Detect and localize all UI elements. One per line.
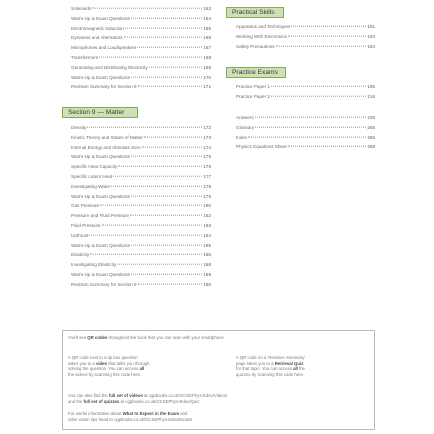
- toc-entry-title: Density: [71, 125, 87, 130]
- toc-entry-page: 216: [367, 93, 375, 99]
- toc-entry-title: Elasticity: [71, 252, 90, 258]
- toc-entry: [236, 22, 375, 32]
- toc-entry: [71, 24, 211, 34]
- toc-dot-leader: [124, 36, 203, 38]
- toc-dot-leader: [271, 85, 366, 87]
- toc-dot-leader: [131, 75, 203, 77]
- toc-entry-page: 266: [367, 134, 375, 140]
- toc-dot-leader: [99, 56, 202, 58]
- toc-entry: [71, 33, 211, 43]
- toc-entry: [71, 14, 211, 24]
- toc-entry: [71, 221, 211, 231]
- toc-entry: [236, 133, 375, 143]
- toc-entry-page: 170: [203, 74, 211, 80]
- section-9-heading: Section 9 — Matter: [62, 107, 138, 118]
- toc-entry: [71, 123, 211, 133]
- exam-tips-text: For useful information about What to Expect in the Exam and other exam tips head to cgpbooks.co.uk/GCSEPhys-Edex/Exams: [68, 411, 193, 422]
- toc-entry-title: Dynamos and Alternators: [71, 35, 123, 41]
- toc-entry-title: Answers: [236, 115, 254, 120]
- toc-dot-leader: [118, 165, 202, 167]
- toc-entry-page: 193: [367, 33, 375, 39]
- toc-entry-page: 180: [203, 203, 211, 209]
- toc-entry: [71, 201, 211, 211]
- toc-dot-leader: [137, 46, 202, 48]
- toc-entry-page: 179: [203, 193, 211, 199]
- toc-dot-leader: [125, 26, 202, 28]
- toc-entry: [236, 92, 375, 102]
- toc-back-matter-list: [236, 113, 375, 152]
- toc-entry-page: 164: [203, 15, 211, 21]
- toc-entry: [71, 172, 211, 182]
- toc-entry: [236, 82, 375, 92]
- toc-dot-leader: [117, 263, 202, 265]
- toc-dot-leader: [131, 194, 203, 196]
- toc-entry-title: Gas Pressure: [71, 203, 100, 209]
- toc-entry: [71, 82, 211, 92]
- toc-entry: [71, 162, 211, 172]
- toc-entry-title: Generating and Distributing Electricity: [71, 64, 148, 70]
- toc-dot-leader: [92, 7, 202, 9]
- toc-dot-leader: [131, 16, 203, 18]
- qr-info-box: [62, 330, 375, 430]
- toc-dot-leader: [131, 155, 203, 157]
- toc-entry: [71, 4, 211, 14]
- toc-entry-page: 195: [367, 84, 375, 89]
- toc-entry-title: Practice Paper 1: [236, 84, 270, 89]
- toc-entry-page: 166: [203, 35, 211, 41]
- toc-dot-leader: [276, 44, 367, 46]
- toc-entry-page: 178: [203, 183, 211, 189]
- toc-entry-title: Internal Energy and Absolute Zero: [71, 144, 141, 150]
- toc-entry-title: Index: [236, 134, 248, 140]
- toc-entry-title: Revision Summary for Section 8: [71, 84, 137, 90]
- toc-entry: [71, 73, 211, 83]
- toc-entry-page: 255: [367, 124, 375, 130]
- toc-dot-leader: [248, 135, 366, 137]
- toc-entry-page: 174: [203, 144, 211, 150]
- toc-entry-title: Revision Summary for Section 9: [71, 281, 137, 287]
- toc-entry: [71, 133, 211, 143]
- toc-practice-exams-list: [236, 82, 375, 102]
- toc-entry-page: 177: [203, 173, 211, 179]
- toc-entry-title: Microphones and Loudspeakers: [71, 45, 137, 51]
- toc-entry-title: Warm-Up & Exam Questions: [71, 74, 130, 80]
- toc-dot-leader: [255, 116, 367, 118]
- toc-entry-title: Warm-Up & Exam Questions: [71, 15, 130, 21]
- toc-entry-page: 171: [203, 84, 211, 90]
- toc-entry-page: 167: [203, 45, 211, 51]
- toc-entry-page: 184: [203, 232, 211, 238]
- toc-dot-leader: [288, 145, 367, 147]
- practical-skills-heading: Practical Skills: [226, 7, 284, 18]
- toc-entry-page: 165: [203, 25, 211, 31]
- toc-dot-leader: [149, 65, 202, 67]
- toc-entry: [71, 53, 211, 63]
- toc-dot-leader: [271, 94, 366, 96]
- toc-entry: [236, 123, 375, 133]
- toc-entry-title: Investigating Elasticity: [71, 262, 117, 268]
- toc-entry: [71, 270, 211, 280]
- toc-entry-title: Apparatus and Techniques: [236, 24, 291, 29]
- toc-entry: [236, 42, 375, 52]
- practice-exams-heading: Practice Exams: [226, 67, 286, 78]
- toc-entry: [71, 231, 211, 241]
- toc-entry-page: 194: [367, 43, 375, 49]
- toc-dot-leader: [130, 214, 202, 216]
- qr-links-text: You can also find the full set of videos at cgpbooks.co.uk/GCSEPhys-Edex/Videos and the full set of quizzes at cgpbooks.co.uk/GCSEPhys-Edex/Quiz: [68, 393, 228, 404]
- toc-dot-leader: [255, 125, 366, 127]
- toc-entry-page: 172: [203, 125, 211, 130]
- toc-dot-leader: [113, 175, 202, 177]
- qr-intro-text: You'll see QR codes throughout the book that you can scan with your smartphone.: [68, 335, 226, 340]
- toc-dot-leader: [102, 224, 203, 226]
- toc-entry-title: Warm-Up & Exam Questions: [71, 271, 130, 277]
- toc-practical-skills-list: [236, 22, 375, 51]
- toc-dot-leader: [90, 253, 202, 255]
- toc-entry-page: 191: [367, 24, 375, 29]
- toc-entry: [71, 211, 211, 221]
- toc-dot-leader: [89, 233, 202, 235]
- qr-quiz-text: A QR code on a 'Revision Summary' page takes you to a Retrieval Quiz for that topic. You can access all the quizzes by scanning this code here.: [236, 355, 306, 377]
- toc-entry-title: Kinetic Theory and States of Matter: [71, 134, 143, 140]
- toc-entry-page: 182: [203, 213, 211, 219]
- toc-entry: [71, 260, 211, 270]
- toc-entry-page: 186: [203, 252, 211, 258]
- toc-dot-leader: [288, 34, 366, 36]
- toc-entry-page: 163: [203, 6, 211, 11]
- toc-entry-page: 169: [203, 64, 211, 70]
- toc-entry-title: Glossary: [236, 124, 255, 130]
- toc-entry-title: Transformers: [71, 54, 99, 60]
- toc-entry: [71, 250, 211, 260]
- toc-dot-leader: [142, 145, 203, 147]
- qr-video-text: A QR code next to a tip box question takes you to a video that talks you through solving the question. You can access all the videos by scanning this code here.: [68, 355, 150, 377]
- toc-entry: [71, 143, 211, 153]
- toc-dot-leader: [87, 126, 202, 128]
- toc-entry: [236, 142, 375, 152]
- toc-entry-page: 190: [203, 281, 211, 287]
- toc-entry-page: 188: [203, 262, 211, 268]
- toc-entry-title: Pressure and Fluid Pressure: [71, 213, 130, 219]
- toc-entry-title: Fluid Pressure: [71, 222, 101, 228]
- toc-dot-leader: [131, 273, 203, 275]
- toc-entry: [71, 241, 211, 251]
- toc-entry: [71, 192, 211, 202]
- toc-section-9-list: [71, 123, 211, 290]
- toc-dot-leader: [138, 85, 203, 87]
- toc-dot-leader: [144, 135, 202, 137]
- toc-dot-leader: [100, 204, 202, 206]
- toc-entry-page: 268: [367, 144, 375, 150]
- toc-entry-title: Solenoids: [71, 6, 92, 11]
- toc-entry-page: 168: [203, 54, 211, 60]
- toc-entry: [236, 113, 375, 123]
- toc-entry-title: Electromagnetic Induction: [71, 25, 124, 31]
- toc-entry-page: 189: [203, 271, 211, 277]
- toc-entry: [71, 152, 211, 162]
- toc-entry-page: 185: [203, 242, 211, 248]
- toc-entry-page: 176: [203, 164, 211, 170]
- toc-entry: [71, 280, 211, 290]
- toc-section-8-list: [71, 4, 211, 92]
- toc-dot-leader: [111, 184, 202, 186]
- toc-entry: [71, 63, 211, 73]
- toc-entry-title: Working With Electronics: [236, 33, 287, 39]
- toc-entry-page: 173: [203, 134, 211, 140]
- toc-entry-page: 238: [367, 115, 375, 120]
- toc-entry-title: Specific Heat Capacity: [71, 164, 118, 170]
- toc-entry-title: Warm-Up & Exam Questions: [71, 242, 130, 248]
- toc-dot-leader: [291, 25, 366, 27]
- toc-entry-title: Practice Paper 2: [236, 93, 270, 99]
- toc-entry-title: Physics Equations Sheet: [236, 144, 287, 150]
- toc-entry: [71, 182, 211, 192]
- toc-dot-leader: [138, 282, 203, 284]
- toc-entry-title: Warm-Up & Exam Questions: [71, 193, 130, 199]
- toc-entry: [71, 43, 211, 53]
- toc-entry-title: Warm-Up & Exam Questions: [71, 154, 130, 160]
- toc-entry-title: Specific Latent Heat: [71, 173, 113, 179]
- toc-entry-title: Upthrust: [71, 232, 89, 238]
- toc-entry-title: Investigating Water: [71, 183, 111, 189]
- toc-entry-page: 175: [203, 154, 211, 160]
- toc-entry-page: 183: [203, 222, 211, 228]
- toc-entry-title: Safety Precautions: [236, 43, 275, 49]
- toc-dot-leader: [131, 243, 203, 245]
- toc-entry: [236, 32, 375, 42]
